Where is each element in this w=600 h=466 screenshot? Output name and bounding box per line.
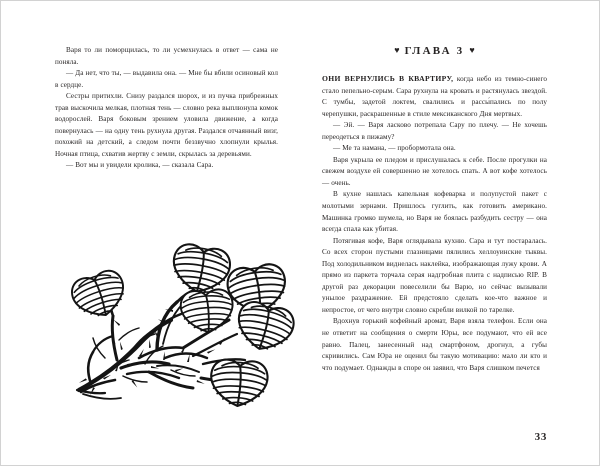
paragraph: Вдохнув горький кофейный аромат, Варя взяла телефон. Если она не ответит на сообщения о смерти Юры, все подумают, что ей все равно. Палец, занесенный над смартфоном, дрогнул, а губы скривились. Сам Юра не оценил бы такую мотивацию: мало ли кто и что подумает. Однажды в споре он заявил, что Варя слишком печется: [322, 317, 547, 372]
paragraph: — Эй. — Варя ласково потрепала Сару по плечу. — Не хочешь переодеться в пижаму?: [322, 121, 547, 141]
paragraph: — Вот мы и увидели кролика, — сказала Сара.: [66, 161, 214, 170]
spread-container: [1, 1, 599, 465]
right-page: [300, 1, 599, 465]
paragraph: Варя укрыла ее пледом и прислушалась к себе. После прогулки на свежем воздухе ей совершенно не хотелось спать. А вот кофе хотелось — очень.: [322, 155, 547, 187]
heart-ornament-right-icon: ♥: [469, 45, 475, 55]
left-page: [1, 1, 300, 465]
heart-ornament-left-icon: ♥: [394, 45, 400, 55]
opening-small-caps: ОНИ ВЕРНУЛИСЬ В КВАРТИРУ,: [322, 74, 454, 83]
page-number: 33: [534, 431, 547, 443]
paragraph: Сестры притихли. Снизу раздался шорох, и из пучка прибрежных трав выскочила мелкая, плотная тень — словно река выплюнула комок водорослей. Варя боковым зрением уловила движение, а когда повернулась — на одну тень рухнула другая. Раздался отчаянный визг, похожий на детский, а следом почти беззвучно хлопнули крылья. Ночная птица, схватив жертву с земли, скрылась за деревьями.: [55, 92, 278, 158]
paragraph: — Ме та намана, — пробормотала она.: [333, 144, 456, 153]
left-page-text-column: [55, 45, 278, 435]
paragraph: — Да нет, что ты, — выдавила она. — Мне бы вбили осиновый кол в сердце.: [55, 69, 278, 89]
chapter-heading-text: ГЛАВА 3: [404, 45, 465, 57]
thistle-burr-branch-illustration: [61, 240, 311, 410]
paragraph: Варя то ли поморщилась, то ли усмехнулась в ответ — сама не поняла.: [55, 46, 278, 66]
right-page-text-column: [322, 45, 547, 435]
opening-paragraph-rest: когда небо из темно-синего стало пепельно-серым. Сара рухнула на кровать и растянулась звездой. С тумбы, задетой локтем, свалились и рассы́пались по полу черепушки, раскрашенные в стиле мексиканского Дня мертвых.: [322, 75, 547, 118]
chapter-heading: [322, 45, 547, 57]
paragraph: В кухне нашлась капельная кофеварка и полупустой пакет с молотыми зернами. Пришлось гуглить, как готовить американо. Машинка громко шумела, но Варя не боялась разбудить сестру — она всегда спала как убитая.: [322, 190, 547, 234]
paragraph: Потягивая кофе, Варя оглядывала кухню. Сара и тут постаралась. Со всех сторон пустыми глазницами пялились хеллоуинские тыквы. Под холодильником виднелась наклейка, изображающая лужу крови. А прямо из паркета торчала серая надгробная плита с надписью RIP. В другой раз декорации повеселили бы Варю, но сейчас вызывали унылое раздражение. Ей предстояло сделать кое-что важное и непростое, от чего внутри словно скребли вилкой по тарелке.: [322, 236, 547, 314]
opening-paragraph: [322, 73, 547, 120]
